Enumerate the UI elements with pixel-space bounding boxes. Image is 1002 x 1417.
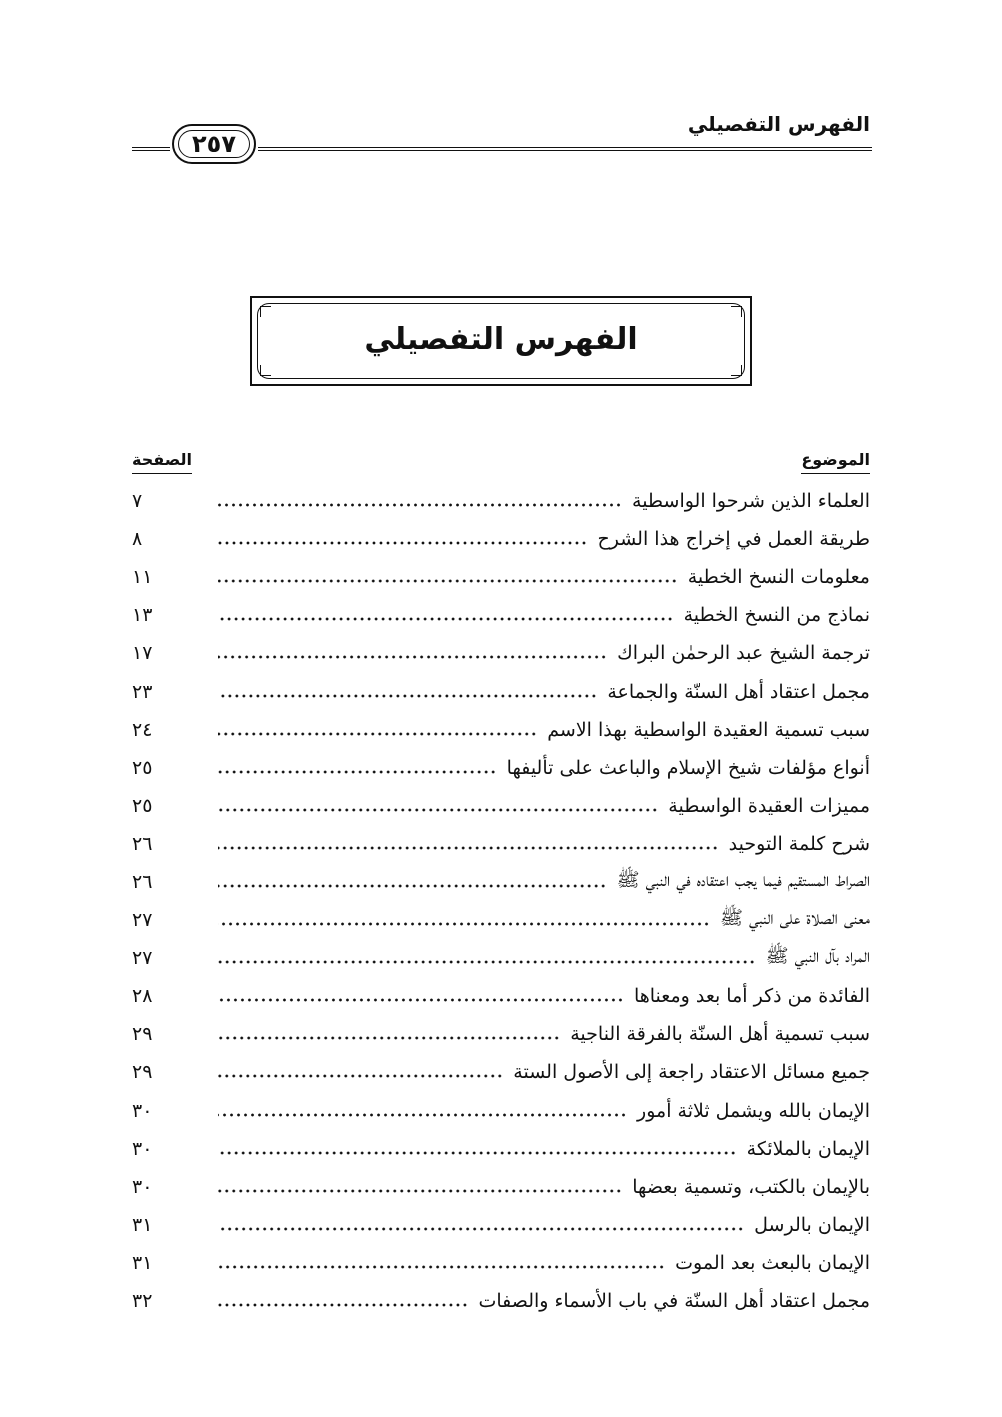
toc-entry[interactable]	[132, 520, 870, 558]
toc-page: ٢٧	[132, 909, 153, 932]
toc-entry[interactable]	[132, 977, 870, 1015]
toc-page: ٧	[132, 490, 143, 513]
toc-entry[interactable]	[132, 1282, 870, 1320]
toc-topic: الإيمان بالبعث بعد الموت	[675, 1251, 870, 1274]
toc-entry[interactable]	[132, 939, 870, 977]
toc-entry[interactable]	[132, 1015, 870, 1053]
leader-dots	[218, 881, 607, 891]
toc-entry[interactable]	[132, 863, 870, 901]
toc-entry[interactable]	[132, 596, 870, 634]
leader-dots	[218, 767, 497, 777]
toc-page: ٢٩	[132, 1023, 153, 1046]
running-title: الفهرس التفصيلي	[687, 112, 870, 136]
toc-topic: الصراط المستقيم فيما يجب اعتقاده في النبي ﷺ	[616, 868, 870, 891]
toc-topic: جميع مسائل الاعتقاد راجعة إلى الأصول الستة	[513, 1061, 870, 1084]
toc-topic: الفائدة من ذكر أما بعد ومعناها	[633, 985, 870, 1008]
toc-entry[interactable]	[132, 901, 870, 939]
toc-topic: العلماء الذين شرحوا الواسطية	[632, 490, 870, 513]
toc-page: ١١	[132, 566, 153, 589]
toc-topic: سبب تسمية أهل السنّة بالفرقة الناجية	[570, 1023, 870, 1046]
leader-dots	[218, 1071, 503, 1081]
toc-page: ٢٤	[132, 718, 153, 741]
header-rule-short	[132, 147, 170, 151]
toc-page: ٢٧	[132, 947, 153, 970]
leader-dots	[218, 843, 719, 853]
leader-dots	[218, 652, 607, 662]
toc-entry[interactable]	[132, 749, 870, 787]
toc-page: ٢٥	[132, 756, 153, 779]
toc-page: ٢٦	[132, 832, 153, 855]
toc-page: ٣١	[132, 1213, 153, 1236]
leader-dots	[218, 538, 587, 548]
toc-entry[interactable]	[132, 711, 870, 749]
toc-page: ١٧	[132, 642, 153, 665]
leader-dots	[218, 1033, 560, 1043]
page-number-badge	[172, 124, 256, 164]
toc-entry[interactable]	[132, 482, 870, 520]
frame-corner-ornament	[260, 365, 271, 376]
toc-topic: مميزات العقيدة الواسطية	[668, 794, 870, 817]
toc-entry[interactable]	[132, 672, 870, 710]
column-header-page: الصفحة	[132, 450, 192, 474]
toc-topic: نماذج من النسخ الخطية	[683, 604, 870, 627]
page-title: الفهرس التفصيلي	[364, 322, 638, 357]
toc-page: ٢٩	[132, 1061, 153, 1084]
toc-entry[interactable]	[132, 1053, 870, 1091]
toc-page: ٨	[132, 528, 143, 551]
toc-page: ٣٠	[132, 1099, 153, 1122]
toc-topic: معنى الصلاة على النبي ﷺ	[720, 907, 870, 930]
toc-page: ٢٦	[132, 870, 153, 893]
toc-topic: أنواع مؤلفات شيخ الإسلام والباعث على تأليفها	[506, 756, 870, 779]
toc-topic: الإيمان بالله ويشمل ثلاثة أمور	[637, 1099, 870, 1122]
header-rule	[258, 147, 872, 151]
toc-entry[interactable]	[132, 1206, 870, 1244]
page-number: ٢٥٧	[192, 130, 236, 158]
toc-page: ٣٢	[132, 1290, 153, 1313]
toc-topic: الإيمان بالرسل	[754, 1213, 870, 1236]
toc-topic: طريقة العمل في إخراج هذا الشرح	[597, 528, 870, 551]
toc-entry[interactable]	[132, 787, 870, 825]
toc-entry[interactable]	[132, 558, 870, 596]
toc-topic: مجمل اعتقاد أهل السنّة في باب الأسماء والصفات	[478, 1290, 870, 1313]
toc-page: ٣١	[132, 1251, 153, 1274]
leader-dots	[218, 729, 537, 739]
frame-corner-ornament	[731, 306, 742, 317]
toc-entry[interactable]	[132, 1244, 870, 1282]
toc-entry[interactable]	[132, 1092, 870, 1130]
leader-dots	[218, 1262, 665, 1272]
toc-page: ٢٣	[132, 680, 153, 703]
leader-dots	[218, 957, 756, 967]
toc-topic: مجمل اعتقاد أهل السنّة والجماعة	[607, 680, 870, 703]
leader-dots	[218, 1300, 468, 1310]
toc-list	[132, 482, 870, 1320]
toc-page: ٢٥	[132, 794, 153, 817]
toc-page: ٢٨	[132, 985, 153, 1008]
title-frame	[250, 296, 752, 386]
leader-dots	[218, 995, 624, 1005]
leader-dots	[218, 1110, 627, 1120]
frame-corner-ornament	[260, 306, 271, 317]
toc-topic: سبب تسمية العقيدة الواسطية بهذا الاسم	[547, 718, 870, 741]
leader-dots	[218, 500, 622, 510]
leader-dots	[218, 614, 674, 624]
toc-page: ١٣	[132, 604, 153, 627]
toc-topic: ترجمة الشيخ عبد الرحمٰن البراك	[617, 642, 870, 665]
leader-dots	[218, 919, 710, 929]
toc-entry[interactable]	[132, 1130, 870, 1168]
leader-dots	[218, 691, 597, 701]
toc-topic: بالإيمان بالكتب، وتسمية بعضها	[632, 1175, 870, 1198]
toc-topic: شرح كلمة التوحيد	[728, 832, 870, 855]
frame-corner-ornament	[731, 365, 742, 376]
toc-entry[interactable]	[132, 825, 870, 863]
leader-dots	[218, 1148, 737, 1158]
toc-page: ٣٠	[132, 1137, 153, 1160]
toc-page: ٣٠	[132, 1175, 153, 1198]
leader-dots	[218, 805, 658, 815]
toc-topic: المراد بآل النبي ﷺ	[765, 945, 870, 968]
leader-dots	[218, 1224, 744, 1234]
toc-topic: الإيمان بالملائكة	[746, 1137, 870, 1160]
toc-entry[interactable]	[132, 1168, 870, 1206]
leader-dots	[218, 1186, 622, 1196]
toc-entry[interactable]	[132, 634, 870, 672]
leader-dots	[218, 576, 678, 586]
column-header-topic: الموضوع	[801, 450, 870, 474]
toc-topic: معلومات النسخ الخطية	[687, 566, 870, 589]
